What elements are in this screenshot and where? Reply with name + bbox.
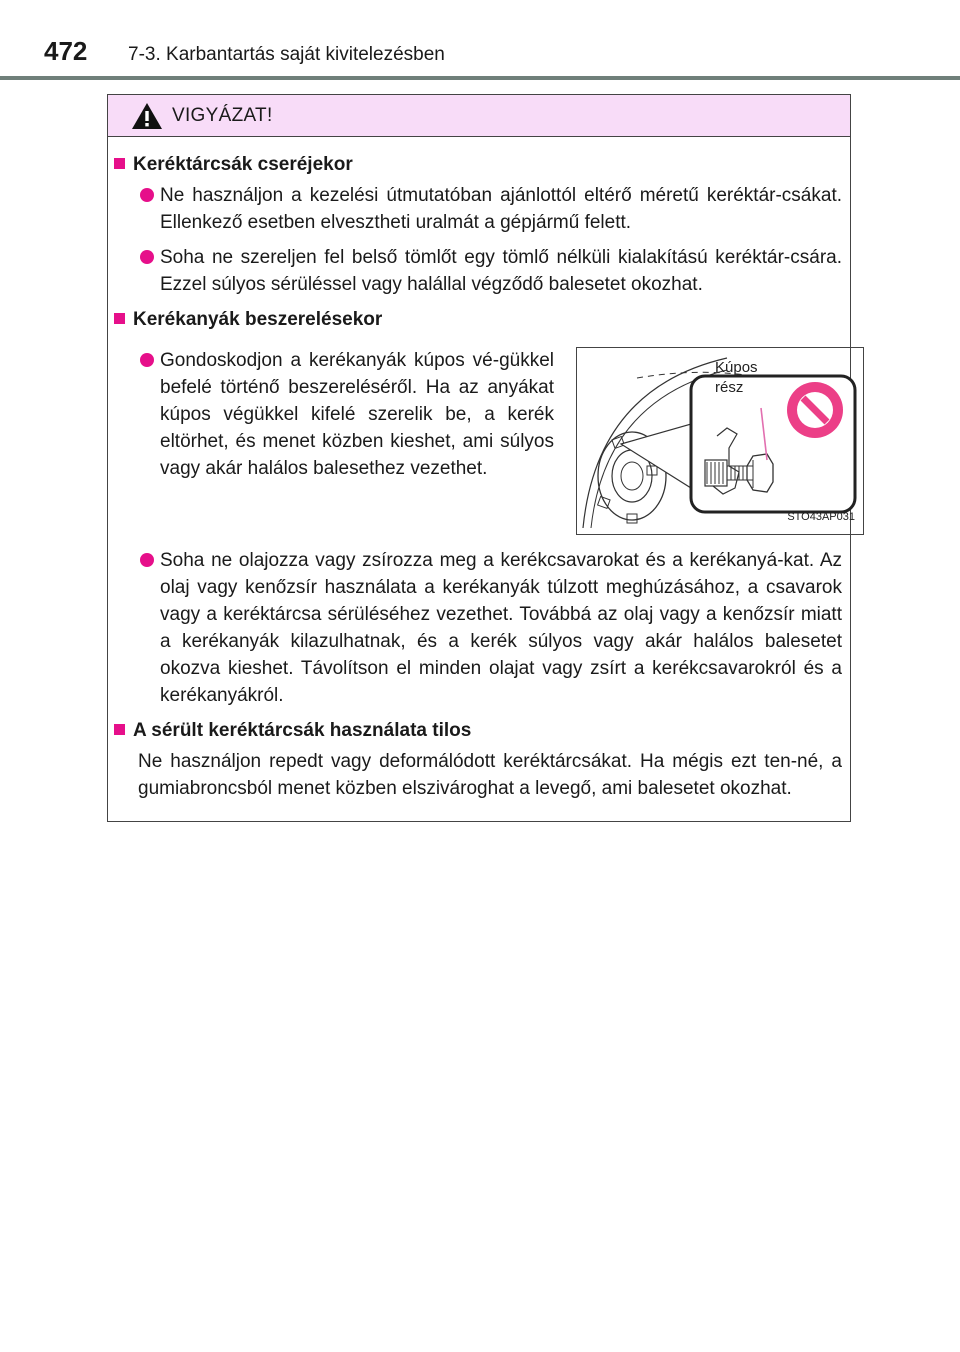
section-paragraph: Ne használjon repedt vagy deformálódott keréktárcsákat. Ha mégis ezt ten-né, a gumiabroncsból menet közben elszivároghat a levegő, ami balesetet okozhat. <box>138 751 842 799</box>
square-bullet-icon <box>114 313 125 324</box>
list-item-text: Soha ne olajozza vagy zsírozza meg a kerékcsavarokat és a kerékanyá-kat. Az olaj vagy kenőzsír használata a kerékanyák túlzott meghúzásához, a csavarok vagy a keréktárcsa sérüléséhez vezethet. Továbbá az olaj vagy a kenőzsír miatt a kerékanyák kilazulhatnak, és a kerék súlyos vagy akár halálos balesetet okozva kieshet. Távolítson el minden olajat vagy zsírt a kerékcsavarokról és a kerékanyákról. <box>160 550 842 706</box>
list-item <box>114 547 842 709</box>
bullet-with-figure <box>114 347 855 535</box>
figure-label-line2: rész <box>715 379 744 396</box>
round-bullet-icon <box>140 353 154 367</box>
figure-code: STO43AP031 <box>787 511 855 523</box>
round-bullet-icon <box>140 250 154 264</box>
square-bullet-icon <box>114 158 125 169</box>
warning-header <box>108 95 850 137</box>
square-bullet-icon <box>114 724 125 735</box>
list-item <box>114 347 554 535</box>
page-number: 472 <box>44 36 88 66</box>
warning-content <box>108 137 855 802</box>
figure-label-line1: Kúpos <box>715 359 758 376</box>
warning-triangle-icon <box>130 101 164 131</box>
section-heading <box>114 151 842 178</box>
round-bullet-icon <box>140 188 154 202</box>
round-bullet-icon <box>140 553 154 567</box>
section-heading-text: A sérült keréktárcsák használata tilos <box>133 720 472 741</box>
section-title: 7-3. Karbantartás saját kivitelezésben <box>128 44 445 65</box>
section-heading <box>114 717 842 744</box>
section-heading-text: Keréktárcsák cseréjekor <box>133 154 353 175</box>
warning-title: VIGYÁZAT! <box>172 104 273 126</box>
list-item-text: Soha ne szereljen fel belső tömlőt egy tömlő nélküli kialakítású keréktár-csára. Ezzel súlyos sérüléssel vagy halállal végződő balesetet okozhat. <box>160 247 842 295</box>
warning-box <box>107 94 855 822</box>
list-item <box>114 182 842 236</box>
wheel-nut-figure <box>576 347 864 535</box>
section-heading-text: Kerékanyák beszerelésekor <box>133 309 383 330</box>
section-heading <box>114 306 842 333</box>
figure-label <box>715 358 758 398</box>
header-rule <box>0 76 960 80</box>
list-item <box>114 244 842 298</box>
list-item-text: Gondoskodjon a kerékanyák kúpos vé-gükkel befelé történő beszereléséről. Ha az anyákat kúpos végükkel kifelé szerelik be, a kerék eltörhet, és menet közben kieshet, ami súlyos vagy akár halálos balesethez vezethet. <box>160 350 554 479</box>
list-item-text: Ne használjon a kezelési útmutatóban ajánlottól eltérő méretű keréktár-csákat. Ellenkező esetben elvesztheti uralmát a gépjármű felett. <box>160 185 842 233</box>
